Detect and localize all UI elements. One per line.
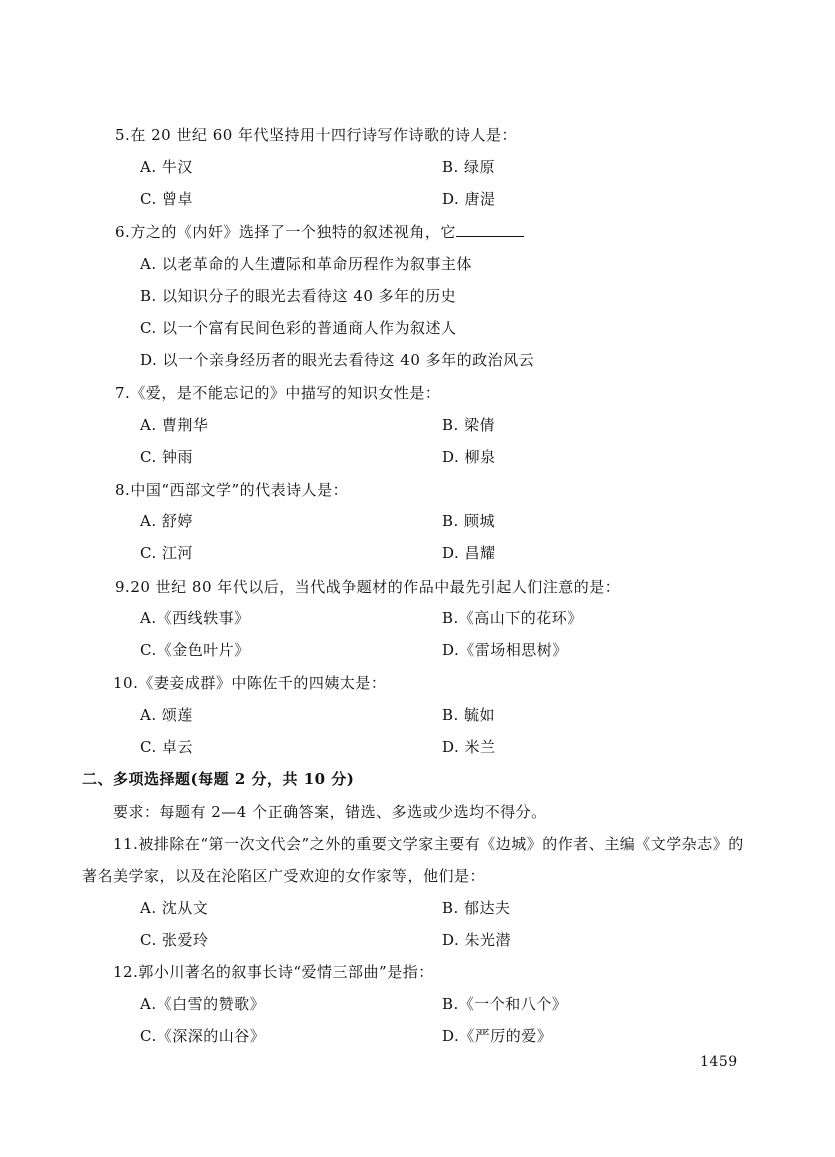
- question-6-option-d: D. 以一个亲身经历者的眼光去看待这 40 多年的政治风云: [140, 351, 535, 369]
- question-8-option-c: C. 江河: [140, 544, 193, 562]
- question-number: 9.: [115, 578, 131, 596]
- question-number: 11.: [113, 835, 139, 853]
- question-text: 郭小川著名的叙事长诗“爱情三部曲”是指：: [138, 963, 434, 981]
- question-10-option-d: D. 米兰: [442, 738, 496, 756]
- question-text: 在 20 世纪 60 年代坚持用十四行诗写作诗歌的诗人是：: [130, 126, 518, 144]
- question-12-option-c: C.《深深的山谷》: [140, 1027, 266, 1045]
- question-10-option-a: A. 颂莲: [140, 706, 193, 724]
- question-9-option-d: D.《雷场相思树》: [442, 641, 568, 659]
- question-11-option-d: D. 朱光潜: [442, 931, 512, 949]
- section-2-requirement: 要求：每题有 2—4 个正确答案，错选、多选或少选均不得分。: [113, 803, 547, 821]
- question-8-option-b: B. 顾城: [442, 512, 496, 530]
- question-7-stem: [115, 383, 440, 403]
- question-number: 7.: [115, 384, 131, 402]
- question-11-stem-continued: 著名美学家，以及在沦陷区广受欢迎的女作家等，他们是：: [82, 867, 486, 885]
- question-text: 《妻妾成群》中陈佐千的四姨太是：: [138, 674, 387, 692]
- question-text: 中国“西部文学”的代表诗人是：: [130, 481, 349, 499]
- question-11-option-c: C. 张爱玲: [140, 931, 209, 949]
- question-6-option-b: B. 以知识分子的眼光去看待这 40 多年的历史: [140, 287, 457, 305]
- question-text: 被排除在“第一次文代会”之外的重要文学家主要有《边城》的作者、主编《文学杂志》的: [138, 835, 744, 853]
- question-text: 《爱，是不能忘记的》中描写的知识女性是：: [130, 384, 441, 402]
- question-7-option-a: A. 曹荆华: [140, 416, 209, 434]
- page-number: 1459: [700, 1054, 738, 1070]
- question-10-stem: [113, 673, 386, 693]
- question-5-stem: [115, 125, 517, 145]
- question-number: 12.: [113, 963, 139, 981]
- question-text: 方之的《内奸》选择了一个独特的叙述视角，它: [130, 223, 456, 241]
- question-6-option-a: A. 以老革命的人生遭际和革命历程作为叙事主体: [140, 255, 472, 273]
- question-9-option-c: C.《金色叶片》: [140, 641, 250, 659]
- question-9-stem: [115, 577, 620, 597]
- question-10-option-c: C. 卓云: [140, 738, 193, 756]
- question-8-option-d: D. 昌耀: [442, 544, 496, 562]
- question-number: 6.: [115, 223, 131, 241]
- question-5-option-d: D. 唐湜: [442, 190, 496, 208]
- answer-blank: [456, 222, 524, 237]
- question-6-stem: [115, 222, 524, 242]
- question-5-option-c: C. 曾卓: [140, 190, 193, 208]
- question-11-option-b: B. 郁达夫: [442, 899, 511, 917]
- question-12-option-a: A.《白雪的赞歌》: [140, 995, 266, 1013]
- question-8-option-a: A. 舒婷: [140, 512, 193, 530]
- question-9-option-a: A.《西线轶事》: [140, 609, 250, 627]
- question-7-option-b: B. 梁倩: [442, 416, 496, 434]
- question-12-stem: [113, 962, 434, 982]
- question-11-stem: [113, 834, 744, 854]
- question-number: 5.: [115, 126, 131, 144]
- question-11-option-a: A. 沈从文: [140, 899, 209, 917]
- question-12-option-d: D.《严厉的爱》: [442, 1027, 553, 1045]
- question-10-option-b: B. 毓如: [442, 706, 496, 724]
- question-9-option-b: B.《高山下的花环》: [442, 609, 583, 627]
- question-7-option-d: D. 柳泉: [442, 448, 496, 466]
- question-12-option-b: B.《一个和八个》: [442, 995, 568, 1013]
- question-6-option-c: C. 以一个富有民间色彩的普通商人作为叙述人: [140, 319, 457, 337]
- question-5-option-a: A. 牛汉: [140, 158, 193, 176]
- question-number: 10.: [113, 674, 139, 692]
- section-2-title: 二、多项选择题(每题 2 分，共 10 分): [82, 770, 355, 788]
- question-number: 8.: [115, 481, 131, 499]
- question-8-stem: [115, 480, 348, 500]
- question-7-option-c: C. 钟雨: [140, 448, 193, 466]
- question-5-option-b: B. 绿原: [442, 158, 496, 176]
- question-text: 20 世纪 80 年代以后，当代战争题材的作品中最先引起人们注意的是：: [130, 578, 621, 596]
